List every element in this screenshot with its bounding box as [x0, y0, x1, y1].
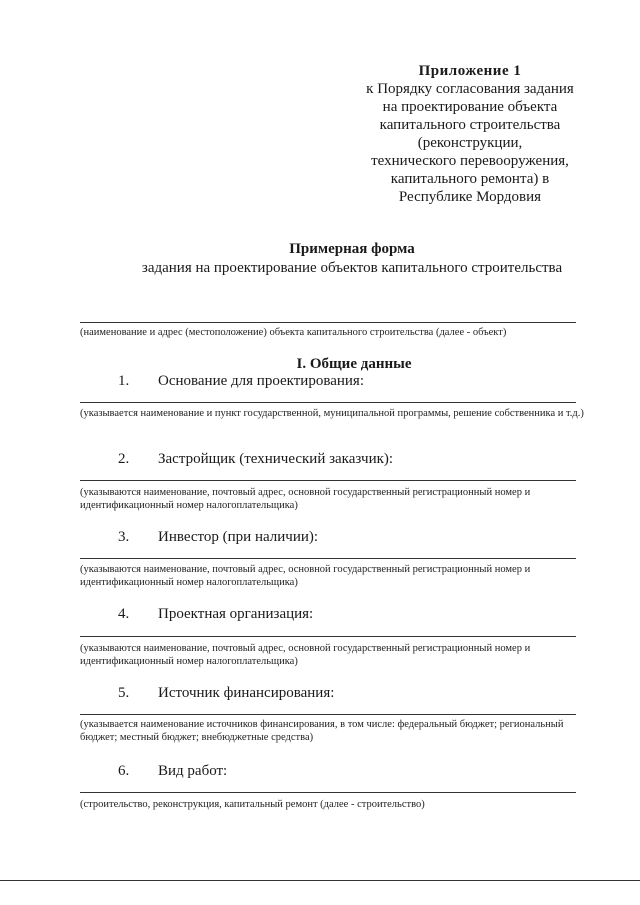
item-fill-line — [80, 636, 576, 637]
object-note: (наименование и адрес (местоположение) объекта капитального строительства (далее - объект) — [80, 327, 507, 338]
appendix-line: Республике Мордовия — [398, 189, 542, 205]
form-subtitle: задания на проектирование объектов капитального строительства — [141, 260, 563, 276]
item-number: 2. — [118, 451, 130, 467]
item-label: Проектная организация: — [158, 606, 314, 622]
item-fill-line — [80, 792, 576, 793]
item-work-type — [118, 762, 227, 780]
item-fill-line — [80, 480, 576, 481]
item-number: 4. — [118, 606, 130, 622]
section-title-text: I. Общие данные — [296, 356, 412, 372]
appendix-line: технического перевооружения, — [371, 153, 569, 169]
item-fill-line — [80, 558, 576, 559]
item-basis — [118, 372, 364, 390]
item-investor — [118, 528, 318, 546]
form-heading — [0, 240, 640, 278]
appendix-title: Приложение 1 — [418, 63, 522, 79]
item-label: Инвестор (при наличии): — [158, 529, 319, 545]
item-note: (указывается наименование и пункт государственной, муниципальной программы, решение собственника и т.д.) — [80, 408, 584, 419]
item-label: Источник финансирования: — [158, 685, 335, 701]
item-developer — [118, 450, 393, 468]
item-number: 3. — [118, 529, 130, 545]
item-number: 5. — [118, 685, 130, 701]
item-note: (указываются наименование, почтовый адрес, основной государственный регистрационный номер и идентификационный номер налогоплательщика) — [80, 487, 531, 511]
appendix-line: капитального ремонта) в — [390, 171, 550, 187]
item-label: Основание для проектирования: — [158, 373, 364, 389]
item-note: (строительство, реконструкция, капитальный ремонт (далее - строительство) — [80, 799, 425, 810]
item-funding — [118, 684, 334, 702]
item-fill-line — [80, 402, 576, 403]
appendix-line: капитального строительства — [379, 117, 561, 133]
object-fill-line — [80, 322, 576, 323]
item-note: (указываются наименование, почтовый адрес, основной государственный регистрационный номер и идентификационный номер налогоплательщика) — [80, 564, 531, 588]
appendix-line: на проектирование объекта — [382, 99, 558, 115]
appendix-line: к Порядку согласования задания — [366, 81, 574, 97]
page-bottom-rule — [0, 880, 640, 881]
item-label: Вид работ: — [158, 763, 228, 779]
item-note: (указываются наименование, почтовый адрес, основной государственный регистрационный номер и идентификационный номер налогоплательщика) — [80, 643, 531, 667]
form-title: Примерная форма — [289, 241, 415, 257]
item-label: Застройщик (технический заказчик): — [158, 451, 394, 467]
item-number: 6. — [118, 763, 130, 779]
item-number: 1. — [118, 373, 130, 389]
section-title — [0, 356, 640, 373]
item-fill-line — [80, 714, 576, 715]
appendix-line: (реконструкции, — [417, 135, 523, 151]
item-note: (указывается наименование источников финансирования, в том числе: федеральный бюджет; региональный бюджет; местный бюджет; внебюджетные средства) — [80, 719, 564, 743]
item-design-org — [118, 605, 313, 623]
appendix-block — [340, 62, 600, 206]
